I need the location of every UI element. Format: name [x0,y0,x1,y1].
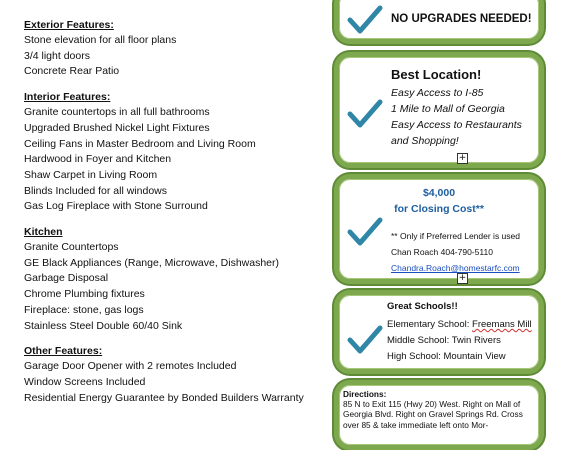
closing-cost-box [334,174,544,284]
expand-icon[interactable]: + [458,153,467,163]
list-item: Garbage Disposal [24,272,109,285]
list-item: Blinds Included for all windows [24,184,167,197]
elementary-label: Elementary School: [387,319,473,330]
directions-box [334,380,544,450]
check-icon [347,217,383,247]
list-item: Ceiling Fans in Master Bedroom and Living Room [24,137,256,150]
email-link[interactable]: Chandra.Roach@homestarfc.com [391,263,520,273]
check-icon [347,325,383,355]
location-line: and Shopping! [391,135,459,147]
schools-box [334,290,544,374]
location-box [334,52,544,168]
other-section [24,344,324,406]
elementary-school [387,319,532,330]
expand-icon[interactable]: + [458,273,467,283]
interior-section [24,90,324,215]
list-item: Gas Log Fireplace with Stone Surround [24,200,208,213]
list-item: GE Black Appliances (Range, Microwave, Dishwasher) [24,256,280,269]
high-school: High School: Mountain View [387,351,506,362]
closing-label: for Closing Cost** [394,203,484,215]
upgrades-title: NO UPGRADES NEEDED! [391,13,532,25]
middle-school: Middle School: Twin Rivers [387,335,501,346]
list-item: Stainless Steel Double 60/40 Sink [24,319,183,332]
list-item: Garage Door Opener with 2 remotes Included [24,360,237,373]
list-item: Shaw Carpet in Living Room [24,168,158,181]
list-item: Fireplace: stone, gas logs [24,303,144,316]
upgrades-box [334,0,544,44]
directions-text: 85 N to Exit 115 (Hwy 20) West. Right on Mall of Georgia Blvd. Right on Gravel Springs Rd. Cross over 85 & take immediate left onto Mor- [343,399,523,430]
list-item: Window Screens Included [24,375,146,388]
list-item: 3/4 light doors [24,49,90,62]
interior-title: Interior Features: [24,91,111,104]
location-line: Easy Access to Restaurants [391,119,522,131]
location-line: 1 Mile to Mall of Georgia [391,103,505,115]
contact-info: Chan Roach 404-790-5110 [391,247,493,257]
other-title: Other Features: [24,345,103,358]
list-item: Concrete Rear Patio [24,65,120,78]
list-item: Stone elevation for all floor plans [24,34,177,46]
check-icon [347,99,383,129]
kitchen-title: Kitchen [24,226,63,239]
kitchen-section [24,225,324,334]
check-icon [347,5,383,35]
schools-title: Great Schools!! [387,301,458,312]
list-item: Granite countertops in all full bathrooms [24,106,210,119]
list-item: Chrome Plumbing fixtures [24,288,145,301]
elementary-name: Freemans Mill [472,319,532,330]
exterior-section [24,18,324,80]
exterior-title: Exterior Features: [24,19,114,31]
list-item: Residential Energy Guarantee by Bonded Builders Warranty [24,391,304,404]
location-line: Easy Access to I-85 [391,87,484,99]
list-item: Hardwood in Foyer and Kitchen [24,153,172,166]
closing-amount: $4,000 [422,187,456,199]
list-item: Upgraded Brushed Nickel Light Fixtures [24,121,210,134]
location-title: Best Location! [391,67,482,82]
directions-title: Directions: [343,389,387,399]
lender-note: ** Only if Preferred Lender is used [391,231,520,241]
features-column [24,18,324,416]
list-item: Granite Countertops [24,241,119,254]
